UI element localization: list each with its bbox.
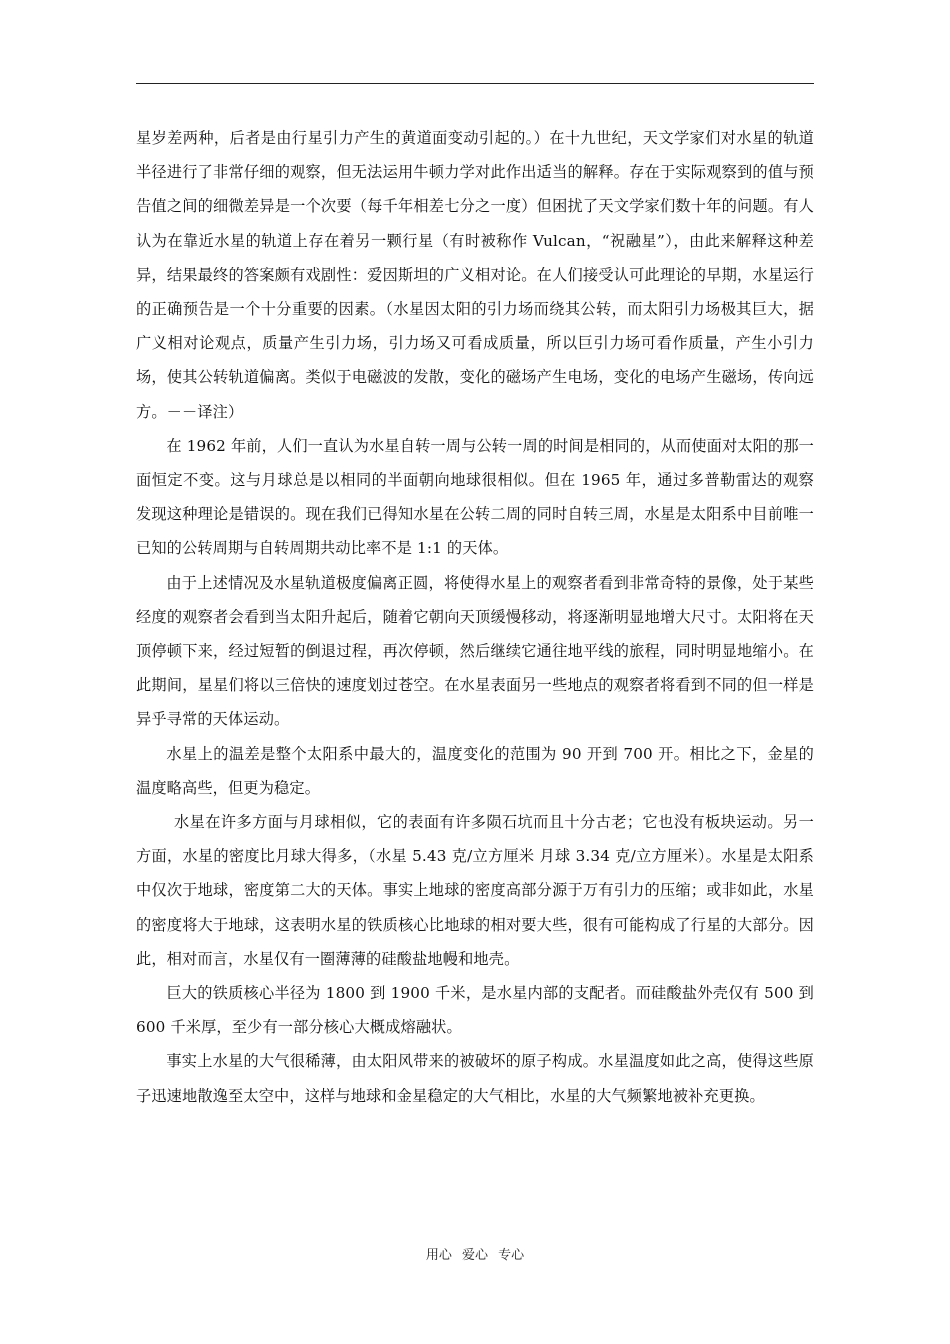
paragraph-relativity: 星岁差两种，后者是由行星引力产生的黄道面变动引起的。）在十九世纪，天文学家们对水星的轨道半径进行了非常仔细的观察，但无法运用牛顿力学对此作出适当的解释。存在于实际观察到的值与预告值之间的细微差异是一个次要（每千年相差七分之一度）但困扰了天文学家们数十年的问题。有人认为在靠近水星的轨道上存在着另一颗行星（有时被称作 Vulcan，“祝融星”），由此来解释这种差异，结果最终的答案颇有戏剧性：爱因斯坦的广义相对论。在人们接受认可此理论的早期，水星运行的正确预告是一个十分重要的因素。（水星因太阳的引力场而绕其公转，而太阳引力场极其巨大，据广义相对论观点，质量产生引力场，引力场又可看成质量，所以巨引力场可看作质量，产生小引力场，使其公转轨道偏离。类似于电磁波的发散，变化的磁场产生电场，变化的电场产生磁场，传向远方。－－译注） bbox=[136, 129, 814, 421]
paragraph-sun-motion: 由于上述情况及水星轨道极度偏离正圆，将使得水星上的观察者看到非常奇特的景像，处于某些经度的观察者会看到当太阳升起后，随着它朝向天顶缓慢移动，将逐渐明显地增大尺寸。太阳将在天顶停顿下来，经过短暂的倒退过程，再次停顿，然后继续它通往地平线的旅程，同时明显地缩小。在此期间，星星们将以三倍快的速度划过苍空。在水星表面另一些地点的观察者将看到不同的但一样是异乎寻常的天体运动。 bbox=[136, 573, 814, 729]
paragraph-density: 水星在许多方面与月球相似，它的表面有许多陨石坑而且十分古老；它也没有板块运动。另一方面，水星的密度比月球大得多，（水星 5.43 克/立方厘米 月球 3.34 克/立方厘米）。水星是太阳系中仅次于地球，密度第二大的天体。事实上地球的密度高部分源于万有引力的压缩；或非如此，水星的密度将大于地球，这表明水星的铁质核心比地球的相对要大些，很有可能构成了行星的大部分。因此，相对而言，水星仅有一圈薄薄的硅酸盐地幔和地壳。 bbox=[136, 813, 814, 968]
header-rule bbox=[136, 83, 814, 84]
document-body bbox=[136, 121, 814, 1113]
paragraph-core: 巨大的铁质核心半径为 1800 到 1900 千米，是水星内部的支配者。而硅酸盐外壳仅有 500 到 600 千米厚，至少有一部分核心大概成熔融状。 bbox=[136, 984, 814, 1037]
paragraph-temperature: 水星上的温差是整个太阳系中最大的，温度变化的范围为 90 开到 700 开。相比之下，金星的温度略高些，但更为稳定。 bbox=[136, 744, 814, 797]
paragraph-rotation: 在 1962 年前，人们一直认为水星自转一周与公转一周的时间是相同的，从而使面对太阳的那一面恒定不变。这与月球总是以相同的半面朝向地球很相似。但在 1965 年，通过多普勒雷达的观察发现这种理论是错误的。现在我们已得知水星在公转二周的同时自转三周，水星是太阳系中目前唯一已知的公转周期与自转周期共动比率不是 1:1 的天体。 bbox=[136, 436, 814, 558]
page-footer: 用心 爱心 专心 bbox=[425, 1248, 525, 1263]
paragraph-atmosphere: 事实上水星的大气很稀薄，由太阳风带来的被破坏的原子构成。水星温度如此之高，使得这些原子迅速地散逸至太空中，这样与地球和金星稳定的大气相比，水星的大气频繁地被补充更换。 bbox=[136, 1052, 814, 1105]
